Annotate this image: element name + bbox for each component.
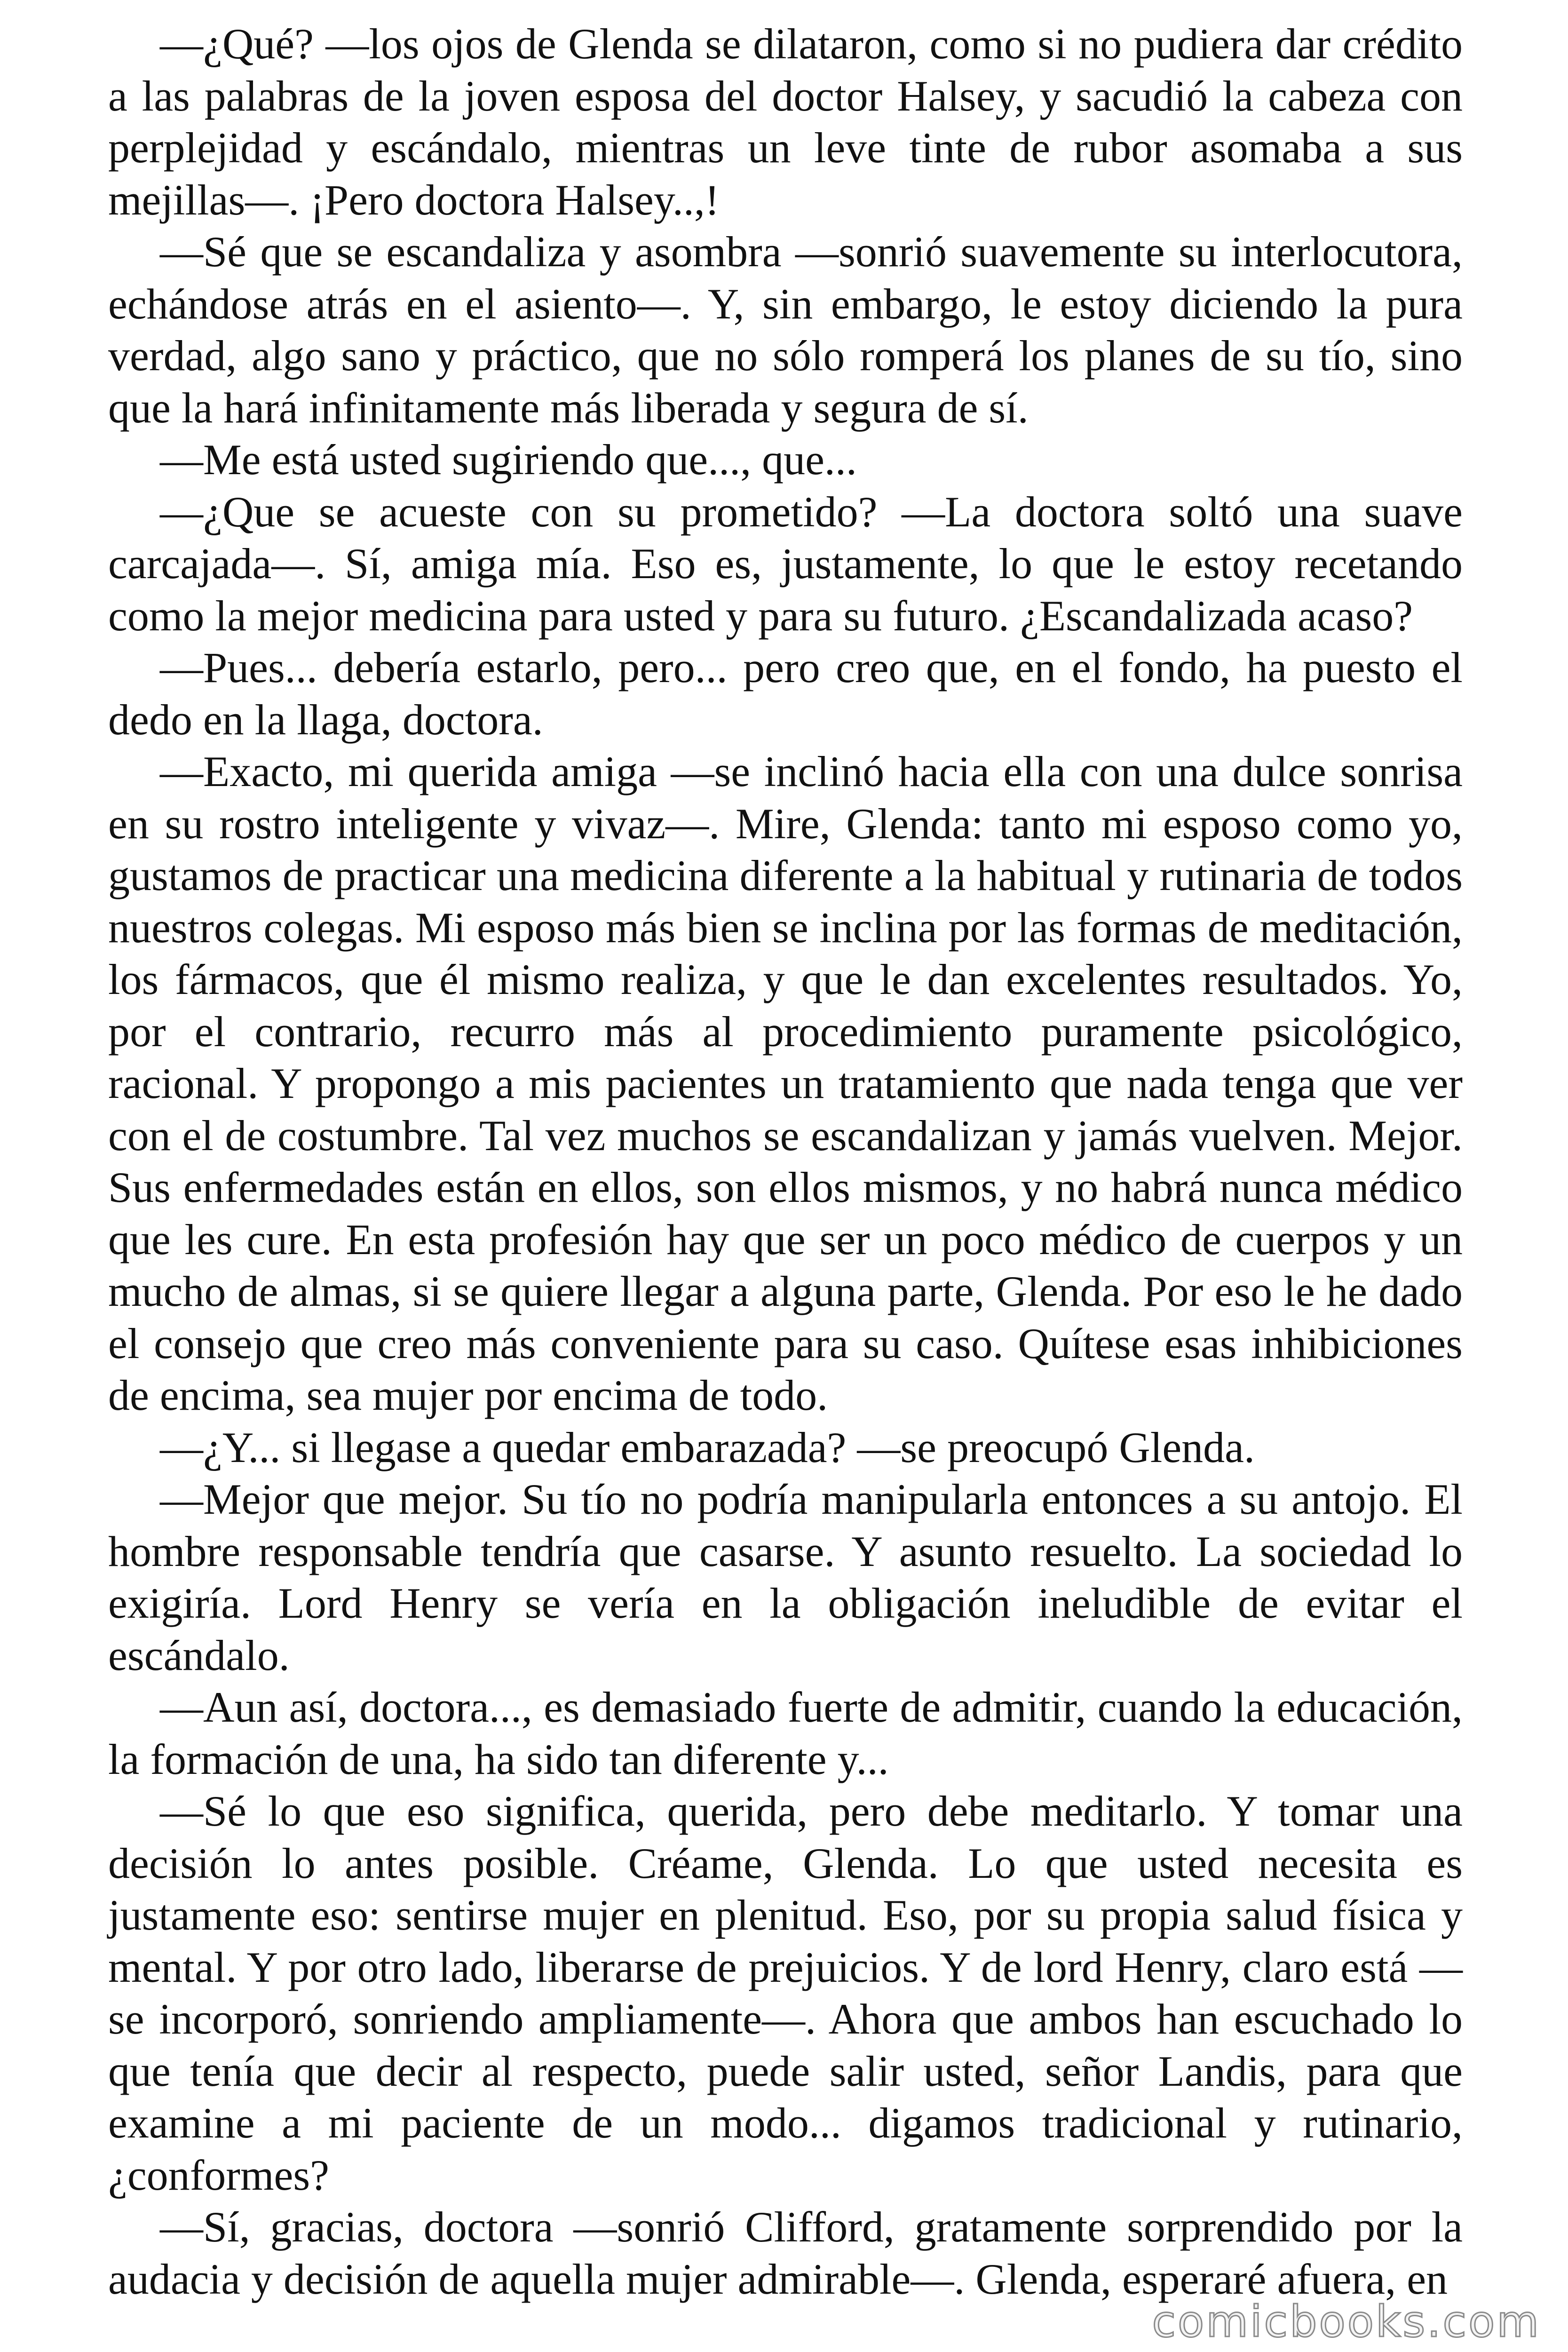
paragraph-4: —¿Que se acueste con su prometido? —La doctora soltó una suave carcajada—. Sí, amiga mía. Eso es, justamente, lo que le estoy recetando como la mejor medicina para usted y para su futuro. ¿Escandalizada acaso? <box>108 487 1463 640</box>
paragraph-2: —Sé que se escandaliza y asombra —sonrió suavemente su interlocutora, echándose atrás en el asiento—. Y, sin embargo, le estoy diciendo la pura verdad, algo sano y práctico, que no sólo romperá los planes de su tío, sino que la hará infinitamente más liberada y segura de sí. <box>108 228 1463 432</box>
paragraph-9: —Aun así, doctora..., es demasiado fuerte de admitir, cuando la educación, la formación de una, ha sido tan diferente y... <box>108 1683 1463 1783</box>
paragraph-1: —¿Qué? —los ojos de Glenda se dilataron, como si no pudiera dar crédito a las palabras de la joven esposa del doctor Halsey, y sacudió la cabeza con perplejidad y escándalo, mientras un leve tinte de rubor asomaba a sus mejillas—. ¡Pero doctora Halsey..,! <box>108 20 1463 224</box>
watermark-logo: comicbooks.com <box>1152 2296 1541 2347</box>
paragraph-10: —Sé lo que eso significa, querida, pero debe meditarlo. Y tomar una decisión lo antes posible. Créame, Glenda. Lo que usted necesita es justamente eso: sentirse mujer en plenitud. Eso, por su propia salud física y mental. Y por otro lado, liberarse de prejuicios. Y de lord Henry, claro está —se incorporó, sonriendo ampliamente—. Ahora que ambos han escuchado lo que tenía que decir al respecto, puede salir usted, señor Landis, para que examine a mi paciente de un modo... digamos tradicional y rutinario, ¿conformes? <box>108 1787 1463 2199</box>
paragraph-5: —Pues... debería estarlo, pero... pero creo que, en el fondo, ha puesto el dedo en la llaga, doctora. <box>108 644 1463 744</box>
body-text <box>108 18 1463 2305</box>
paragraph-11: —Sí, gracias, doctora —sonrió Clifford, gratamente sorprendido por la audacia y decisión de aquella mujer admirable—. Glenda, esperaré afuera, en <box>108 2203 1463 2303</box>
paragraph-3: —Me está usted sugiriendo que..., que... <box>160 436 857 484</box>
paragraph-7: —¿Y... si llegase a quedar embarazada? —se preocupó Glenda. <box>160 1423 1255 1471</box>
paragraph-8: —Mejor que mejor. Su tío no podría manipularla entonces a su antojo. El hombre responsable tendría que casarse. Y asunto resuelto. La sociedad lo exigiría. Lord Henry se vería en la obligación ineludible de evitar el escándalo. <box>108 1475 1463 1679</box>
paragraph-6: —Exacto, mi querida amiga —se inclinó hacia ella con una dulce sonrisa en su rostro inteligente y vivaz—. Mire, Glenda: tanto mi esposo como yo, gustamos de practicar una medicina diferente a la habitual y rutinaria de todos nuestros colegas. Mi esposo más bien se inclina por las formas de meditación, los fármacos, que él mismo realiza, y que le dan excelentes resultados. Yo, por el contrario, recurro más al procedimiento puramente psicológico, racional. Y propongo a mis pacientes un tratamiento que nada tenga que ver con el de costumbre. Tal vez muchos se escandalizan y jamás vuelven. Mejor. Sus enfermedades están en ellos, son ellos mismos, y no habrá nunca médico que les cure. En esta profesión hay que ser un poco médico de cuerpos y un mucho de almas, si se quiere llegar a alguna parte, Glenda. Por eso le he dado el consejo que creo más conveniente para su caso. Quítese esas inhibiciones de encima, sea mujer por encima de todo. <box>108 747 1463 1419</box>
